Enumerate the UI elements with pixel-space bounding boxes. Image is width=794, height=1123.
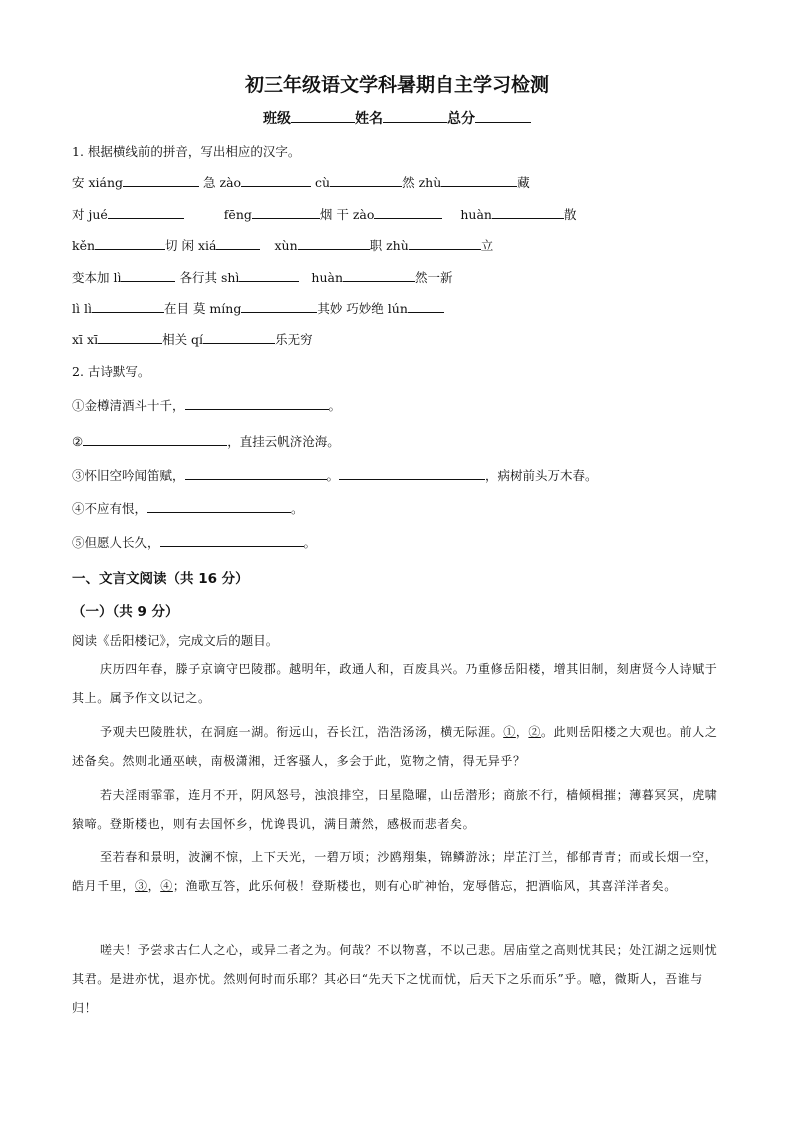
- answer-blank[interactable]: [239, 269, 299, 282]
- q1-heading: 1. 根据横线前的拼音，写出相应的汉字。: [72, 144, 301, 159]
- q2-heading: 2. 古诗默写。: [72, 364, 151, 379]
- pinyin-row-4: [72, 268, 453, 286]
- poem-suffix: ，病树前头万木春。: [485, 468, 598, 483]
- passage-text: 。此则岳阳楼之大观也。前人之述备矣。然则北通巫峡，南极潇湘，迁客骚人，多会于此，览物之情，得无异乎？: [72, 725, 718, 768]
- page-title: 初三年级语文学科暑期自主学习检测: [244, 74, 549, 96]
- answer-blank[interactable]: [408, 300, 444, 313]
- pinyin-prompt: lì lì: [72, 301, 92, 316]
- answer-blank[interactable]: [160, 534, 304, 547]
- blank-marker-4[interactable]: ④: [160, 879, 173, 893]
- subsection-heading: （一）（共 9 分）: [72, 604, 179, 620]
- pinyin-prompt: cù: [315, 175, 331, 190]
- pinyin-row-1: [72, 173, 530, 191]
- answer-blank[interactable]: [83, 433, 227, 446]
- pinyin-prompt: 烟 干 zào: [319, 207, 375, 222]
- answer-blank[interactable]: [343, 269, 415, 282]
- answer-blank[interactable]: [123, 174, 199, 187]
- section-heading: 一、文言文阅读（共 16 分）: [72, 571, 249, 587]
- poem-item-2: [72, 432, 340, 450]
- poem-prompt: ②: [72, 434, 84, 449]
- poem-item-3: [72, 466, 598, 484]
- answer-blank[interactable]: [98, 331, 162, 344]
- answer-blank[interactable]: [203, 331, 275, 344]
- passage-paragraph-5: 嗟夫！予尝求古仁人之心，或异二者之为。何哉？不以物喜，不以己悲。居庙堂之高则忧其民；处江湖之远则忧其君。是进亦忧，退亦忧。然则何时而乐耶？其必曰“先天下之忧而忧，后天下之乐而乐”乎。噫，微斯人，吾谁与归！: [72, 943, 718, 1015]
- passage-text: 至若春和景明，波澜不惊，上下天光，一碧万顷；沙鸥翔集，锦鳞游泳；岸芷汀兰，郁郁青青；而或长烟一空，皓月千里，: [72, 850, 718, 893]
- pinyin-prompt: 切 闲 xiá: [165, 238, 217, 253]
- answer-blank[interactable]: [92, 300, 164, 313]
- passage-text: ；渔歌互答，此乐何极！登斯楼也，则有心旷神怡，宠辱偕忘，把酒临风，其喜洋洋者矣。: [172, 879, 677, 893]
- poem-suffix: 。: [328, 398, 342, 413]
- passage-paragraph-2: [72, 718, 722, 776]
- pinyin-prompt: 安 xiáng: [72, 175, 124, 190]
- name-blank[interactable]: [383, 110, 447, 123]
- pinyin-row-2: [72, 205, 577, 223]
- pinyin-row-5: [72, 299, 444, 317]
- poem-prompt: ③怀旧空吟闻笛赋，: [72, 468, 185, 483]
- answer-blank[interactable]: [409, 237, 481, 250]
- class-label: 班级: [263, 111, 291, 127]
- poem-item-5: [72, 533, 316, 551]
- answer-blank[interactable]: [216, 237, 260, 250]
- answer-blank[interactable]: [185, 397, 329, 410]
- poem-mid: 。: [326, 468, 340, 483]
- reading-instruction: 阅读《岳阳楼记》，完成文后的题目。: [72, 633, 279, 648]
- answer-blank[interactable]: [492, 206, 564, 219]
- pinyin-prompt: kěn: [72, 238, 96, 253]
- poem-item-4: [72, 499, 304, 517]
- pinyin-row-6: [72, 330, 313, 348]
- passage-text: ，: [147, 879, 161, 893]
- poem-suffix: 。: [303, 535, 317, 550]
- pinyin-suffix: 立: [480, 238, 494, 253]
- answer-blank[interactable]: [121, 269, 175, 282]
- pinyin-prompt: huàn: [311, 270, 343, 285]
- class-blank[interactable]: [291, 110, 355, 123]
- poem-prompt: ④不应有恨，: [72, 501, 148, 516]
- pinyin-prompt: 职 zhù: [369, 238, 409, 253]
- answer-blank[interactable]: [185, 467, 327, 480]
- pinyin-prompt: 各行其 shì: [179, 270, 240, 285]
- pinyin-prompt: 其妙 巧妙绝 lún: [317, 301, 408, 316]
- student-info-line: [0, 108, 794, 128]
- blank-marker-2[interactable]: ②: [528, 725, 542, 739]
- answer-blank[interactable]: [108, 206, 184, 219]
- answer-blank[interactable]: [241, 300, 317, 313]
- poem-prompt: ①金樽清酒斗十千，: [72, 398, 185, 413]
- pinyin-row-3: [72, 236, 493, 254]
- pinyin-prompt: 在目 莫 míng: [163, 301, 242, 316]
- pinyin-suffix: 散: [563, 207, 577, 222]
- pinyin-prompt: fēng: [223, 207, 252, 222]
- pinyin-prompt: xùn: [274, 238, 298, 253]
- passage-paragraph-4: [72, 843, 722, 901]
- answer-blank[interactable]: [330, 174, 402, 187]
- pinyin-prompt: xī xī: [72, 332, 99, 347]
- poem-prompt: ⑤但愿人长久，: [72, 535, 160, 550]
- pinyin-prompt: 急 zào: [203, 175, 242, 190]
- poem-suffix: ，直挂云帆济沧海。: [227, 434, 340, 449]
- answer-blank[interactable]: [374, 206, 442, 219]
- answer-blank[interactable]: [95, 237, 165, 250]
- answer-blank[interactable]: [298, 237, 370, 250]
- poem-item-1: [72, 396, 341, 414]
- name-label: 姓名: [355, 111, 383, 127]
- blank-marker-3[interactable]: ③: [135, 879, 148, 893]
- passage-text: 予观夫巴陵胜状，在洞庭一湖。衔远山，吞长江，浩浩汤汤，横无际涯。: [100, 725, 504, 739]
- pinyin-prompt: 变本加 lì: [72, 270, 122, 285]
- answer-blank[interactable]: [252, 206, 320, 219]
- score-blank[interactable]: [475, 110, 531, 123]
- pinyin-prompt: huàn: [460, 207, 492, 222]
- answer-blank[interactable]: [241, 174, 311, 187]
- poem-suffix: 。: [291, 501, 304, 516]
- pinyin-suffix: 然一新: [415, 270, 453, 285]
- answer-blank[interactable]: [441, 174, 517, 187]
- pinyin-suffix: 藏: [517, 175, 530, 190]
- passage-paragraph-1: 庆历四年春，滕子京谪守巴陵郡。越明年，政通人和，百废具兴。乃重修岳阳楼，增其旧制，刻唐贤今人诗赋于其上。属予作文以记之。: [72, 662, 718, 705]
- score-label: 总分: [447, 111, 475, 127]
- passage-text: ，: [515, 725, 529, 739]
- pinyin-prompt: 然 zhù: [402, 175, 442, 190]
- answer-blank[interactable]: [339, 467, 485, 480]
- answer-blank[interactable]: [147, 500, 291, 513]
- pinyin-prompt: 对 jué: [72, 207, 108, 222]
- blank-marker-1[interactable]: ①: [503, 725, 516, 739]
- passage-paragraph-3: 若夫淫雨霏霏，连月不开，阴风怒号，浊浪排空，日星隐曜，山岳潜形；商旅不行，樯倾楫摧；薄暮冥冥，虎啸猿啼。登斯楼也，则有去国怀乡，忧谗畏讥，满目萧然，感极而悲者矣。: [72, 788, 718, 831]
- pinyin-suffix: 乐无穷: [275, 332, 313, 347]
- pinyin-prompt: 相关 qí: [162, 332, 204, 347]
